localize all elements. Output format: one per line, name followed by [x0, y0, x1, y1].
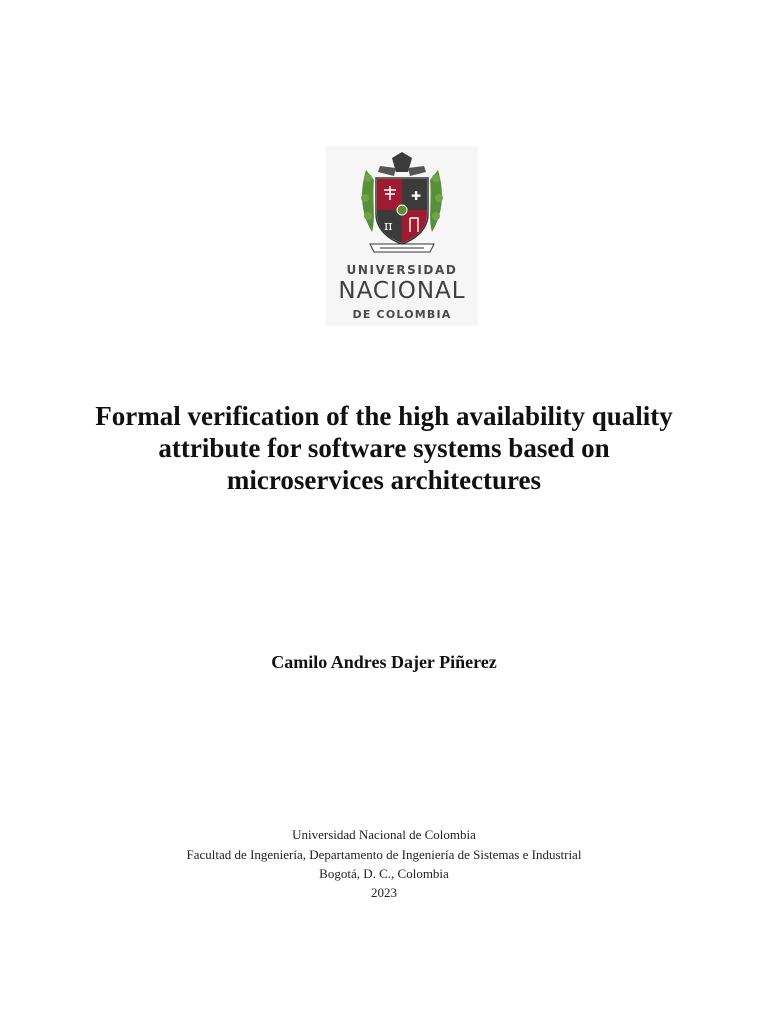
thesis-title: Formal verification of the high availability quality attribute for software systems based on microservices architectures	[95, 401, 673, 495]
university-logo	[326, 146, 478, 326]
location: Bogotá, D. C., Colombia	[319, 866, 449, 881]
svg-text:π: π	[384, 219, 393, 234]
svg-text:✚: ✚	[411, 189, 422, 203]
university-crest-icon	[358, 150, 446, 258]
university-name: Universidad Nacional de Colombia	[292, 827, 476, 842]
logo-text-de-colombia: DE COLOMBIA	[352, 308, 452, 321]
year: 2023	[371, 885, 397, 900]
faculty-department: Facultad de Ingeniería, Departamento de Ingeniería de Sistemas e Industrial	[186, 847, 582, 862]
logo-text-nacional: NACIONAL	[338, 278, 466, 304]
logo-text-universidad: UNIVERSIDAD	[346, 263, 458, 277]
author-name: Camilo Andres Dajer Piñerez	[271, 652, 497, 672]
